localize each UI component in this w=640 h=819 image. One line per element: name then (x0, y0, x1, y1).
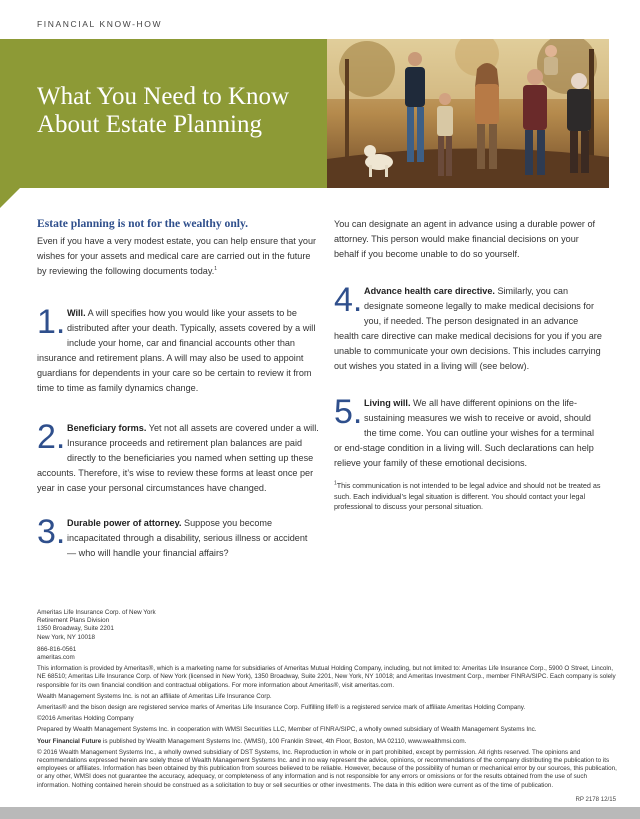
item-number: 1. (37, 303, 66, 341)
left-column (37, 217, 319, 561)
item-number: 3. (37, 513, 66, 551)
address-line: Ameritas Life Insurance Corp. of New York (37, 609, 156, 616)
address-line: New York, NY 10018 (37, 633, 95, 641)
power-of-attorney-continued: You can designate an agent in advance using a durable power of attorney. This person would make financial decisions on your behalf if you become unable to do so yourself. (334, 219, 596, 259)
page-title: What You Need to Know About Estate Planning (37, 83, 290, 138)
item-text (37, 303, 319, 396)
legal-paragraph: ©2016 Ameritas Holding Company (37, 715, 134, 723)
bottom-bar (0, 807, 640, 819)
legal-paragraph: Wealth Management Systems Inc. is not an affiliate of Ameritas Life Insurance Corp. (37, 692, 272, 700)
address-line: Retirement Plans Division (37, 617, 110, 625)
list-item-will (37, 303, 319, 396)
hero-photo (327, 39, 609, 188)
item-title: Beneficiary forms. (67, 423, 147, 433)
item-title: Will. (67, 308, 86, 318)
footnote-text: This communication is not intended to be legal advice and should not be treated as such. Each individual’s legal situation is different. You should contact your legal professional to discuss your personal situation. (334, 481, 601, 511)
list-item-power-of-attorney (37, 513, 319, 561)
item-text (37, 513, 319, 561)
copyright-notice: © 2016 Wealth Management Systems Inc., a wholly owned subsidiary of DST Systems, Inc. Reproduction in whole or in part prohibited, except by permission. All rights reserved. The opinions and recommendations expressed herein are solely those of Wealth Management Systems Inc. and in no way represent the advice, opinions, or recommendations of the company distributing the publication to its employees or affiliates. Information has been obtained by this publication from sources believed to be reliable. However, because of the possibility of human or mechanical error by our sources, this publication, or any other, WMSI does not guarantee the accuracy, adequacy, or completeness of any information and is not responsible for any errors or omissions or for the results obtained from the use of such information. Nothing contained herein should be construed as a solicitation to buy or sell securities or other investments. The data in this edition were current as of the time of publication. (37, 748, 617, 789)
list-item-living-will (334, 393, 604, 471)
item-number: 4. (334, 281, 363, 319)
footnote-number: 1 (334, 480, 337, 487)
intro-paragraph (37, 234, 319, 279)
publisher-line (37, 738, 617, 746)
intro-text: Even if you have a very modest estate, you can help ensure that your wishes for your assets and medical care are carried out in the future by reviewing the following documents today. (37, 236, 317, 276)
phone-number: 866-816-0561 (37, 645, 77, 653)
item-number: 2. (37, 418, 66, 456)
item-number: 5. (334, 393, 363, 431)
right-column (334, 217, 604, 513)
publisher-text: is published by Wealth Management Systems Inc. (WMSI), 100 Franklin Street, 4th Floor, Boston, MA 02110, www.wealthmsi.com. (101, 737, 467, 745)
footnote (334, 481, 604, 513)
legal-paragraph: This information is provided by Ameritas®, which is a marketing name for subsidiaries of Ameritas Mutual Holding Company, including, but not limited to: Ameritas Life Insurance Corp., 5900 O Street, Lincoln, NE 68510; Ameritas Life Insurance Corp. of New York (licensed in New York), 1350 Broadway, Suite 2201, New York, NY 10018; and Ameritas Investment Corp., member FINRA/SIPC. Each company is solely responsible for its own financial condition and contractual obligations. For more information about Ameritas®, visit ameritas.com. (37, 665, 616, 689)
item-title: Living will. (364, 398, 411, 408)
publication-name: Your Financial Future (37, 737, 102, 745)
item-text (334, 281, 604, 374)
legal-footer (37, 609, 617, 793)
item-title: Advance health care directive. (364, 286, 495, 296)
form-number: RP 2178 12/15 (575, 796, 616, 803)
item-title: Durable power of attorney. (67, 518, 182, 528)
family-walking-photo (327, 39, 609, 188)
item-body: Yet not all assets are covered under a will. Insurance proceeds and retirement plan balances are paid directly to the beneficiaries you named when setting up these accounts. Therefore, it’s wise to review these forms at least once per year in case your personal circumstances have changed. (37, 423, 319, 493)
item-body: We all have different opinions on the life-sustaining measures we wish to receive or avoid, should the time come. You can outline your wishes for a terminal or end-stage condition in a living will. Such declarations can help relieve your family of these emotional decisions. (334, 398, 594, 468)
company-address (37, 609, 617, 642)
legal-paragraph: Prepared by Wealth Management Systems Inc. in cooperation with WMSI Securities LLC, Member of FINRA/SIPC, a wholly owned subsidiary of Wealth Management Systems Inc. (37, 726, 537, 734)
item-body: A will specifies how you would like your assets to be distributed after your death. Typically, assets covered by a will include your home, car and financial accounts other than insurance and retirement plans. A will may also be used to appoint guardians for dependents in your care so be certain to review it from time to time as family dynamics change. (37, 308, 316, 393)
website-link[interactable]: ameritas.com (37, 654, 75, 662)
item-body: Suppose you become incapacitated through a disability, serious illness or accident — who will handle your financial affairs? (67, 518, 308, 558)
item-text (37, 418, 319, 496)
intro-heading: Estate planning is not for the wealthy only. (37, 217, 249, 230)
footnote-mark: 1 (214, 265, 218, 272)
list-item-health-care-directive (334, 281, 604, 374)
hero-banner-notch (0, 188, 20, 208)
item-body: Similarly, you can designate someone legally to make medical decisions for you, if needed. The person designated in an advance health care directive can make medical decisions for you if you are unable to communicate your own decisions. This includes carrying out wishes you stated in a living will (see below). (334, 286, 602, 371)
item-text (334, 393, 604, 471)
section-label: FINANCIAL KNOW-HOW (37, 19, 163, 29)
address-line: 1350 Broadway, Suite 2201 (37, 625, 114, 633)
list-item-beneficiary-forms (37, 418, 319, 496)
legal-paragraph: Ameritas® and the bison design are registered service marks of Ameritas Life Insurance Corp. Fulfilling life® is a registered service mark of affiliate Ameritas Holding Company. (37, 704, 526, 712)
